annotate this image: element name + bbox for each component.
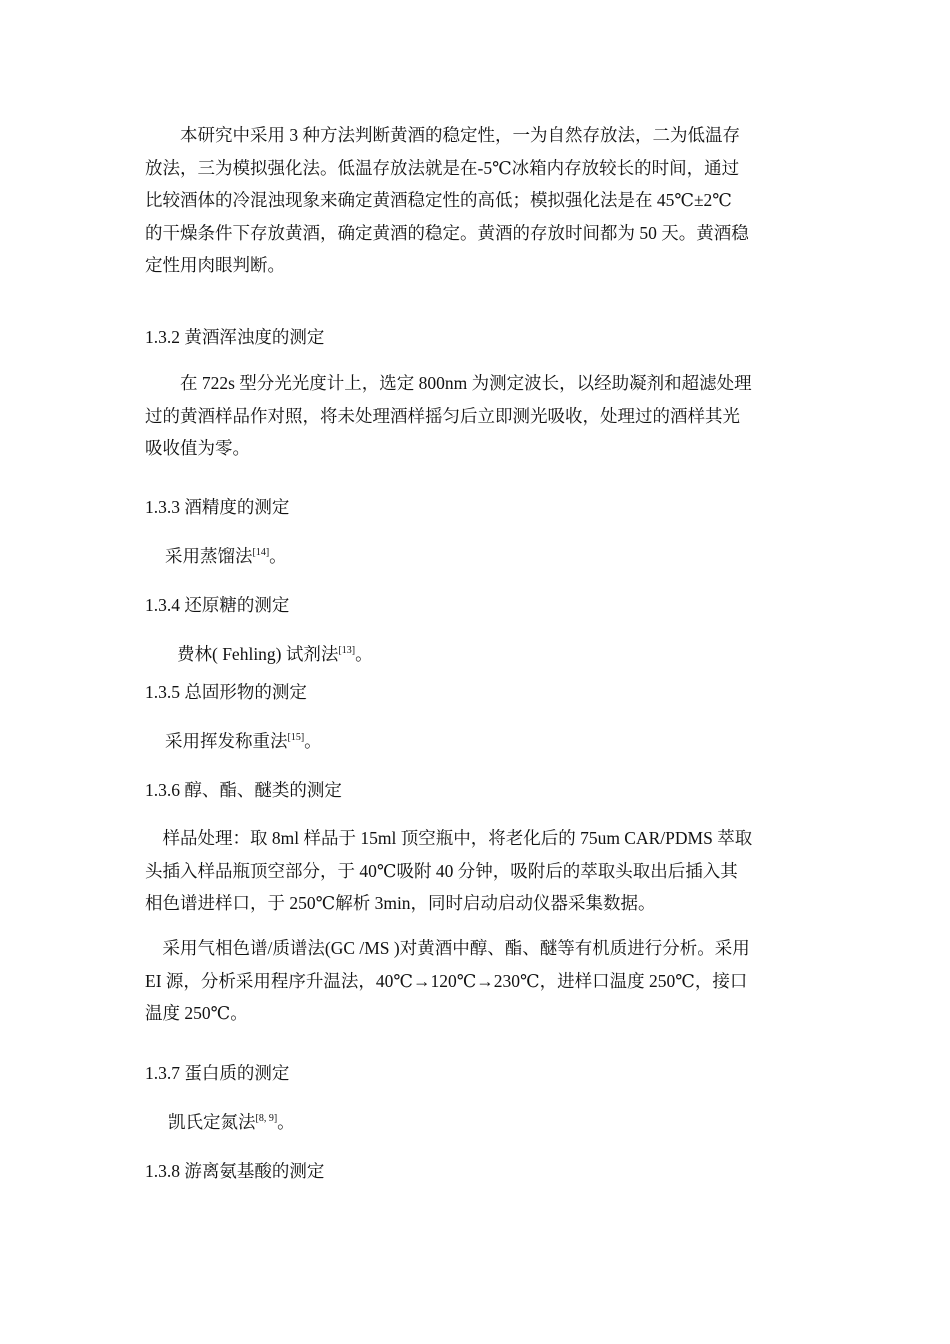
method-text: 采用蒸馏法 xyxy=(165,546,253,566)
sugar-method xyxy=(177,642,373,666)
citation: [13] xyxy=(338,645,356,656)
protein-method xyxy=(168,1110,295,1134)
text-line: 本研究中采用 3 种方法判断黄酒的稳定性，一为自然存放法，二为低温存 xyxy=(145,125,740,145)
text-line: 相色谱进样口，于 250℃解析 3min，同时启动启动仪器采集数据。 xyxy=(145,893,656,913)
punctuation: 。 xyxy=(269,546,287,566)
text-line: 样品处理：取 8ml 样品于 15ml 顶空瓶中，将老化后的 75um CAR/PDMS 萃取 xyxy=(145,828,753,848)
section-heading-1-3-5: 1.3.5 总固形物的测定 xyxy=(145,682,307,702)
method-text: 费林( Fehling) 试剂法 xyxy=(177,644,339,664)
text-line: 采用气相色谱/质谱法(GC /MS )对黄酒中醇、酯、醚等有机质进行分析。采用 xyxy=(145,938,750,958)
solids-method xyxy=(165,729,322,753)
citation: [14] xyxy=(252,547,270,558)
section-heading-1-3-2: 1.3.2 黄酒浑浊度的测定 xyxy=(145,327,325,347)
method-text: 采用挥发称重法 xyxy=(165,731,288,751)
turbidity-paragraph xyxy=(145,367,807,465)
text-line: 吸收值为零。 xyxy=(145,438,250,458)
section-heading-1-3-8: 1.3.8 游离氨基酸的测定 xyxy=(145,1161,325,1181)
text-line: 放法，三为模拟强化法。低温存放法就是在-5℃冰箱内存放较长的时间，通过 xyxy=(145,157,740,178)
punctuation: 。 xyxy=(355,644,373,664)
text-line: 在 722s 型分光光度计上，选定 800nm 为测定波长，以经助凝剂和超滤处理 xyxy=(145,373,752,393)
text-line: 定性用肉眼判断。 xyxy=(145,255,285,275)
section-heading-1-3-7: 1.3.7 蛋白质的测定 xyxy=(145,1063,290,1083)
gcms-paragraph xyxy=(145,932,807,1030)
sample-processing-paragraph xyxy=(145,822,807,920)
citation: [15] xyxy=(287,732,305,743)
stability-paragraph xyxy=(145,119,807,282)
text-line: 比较酒体的冷混浊现象来确定黄酒稳定性的高低；模拟强化法是在 45℃±2℃ xyxy=(145,190,732,210)
text-line: 过的黄酒样品作对照，将未处理酒样摇匀后立即测光吸收，处理过的酒样其光 xyxy=(145,405,740,426)
section-heading-1-3-4: 1.3.4 还原糖的测定 xyxy=(145,595,290,615)
text-line: 头插入样品瓶顶空部分，于 40℃吸附 40 分钟，吸附后的萃取头取出后插入其 xyxy=(145,860,738,881)
text-line: 的干燥条件下存放黄酒，确定黄酒的稳定。黄酒的存放时间都为 50 天。黄酒稳 xyxy=(145,222,749,243)
punctuation: 。 xyxy=(304,731,322,751)
text-line: EI 源，分析采用程序升温法，40℃→120℃→230℃，进样口温度 250℃，接口 xyxy=(145,970,748,991)
alcohol-method xyxy=(165,544,287,568)
method-text: 凯氏定氮法 xyxy=(168,1112,256,1132)
punctuation: 。 xyxy=(277,1112,295,1132)
section-heading-1-3-6: 1.3.6 醇、酯、醚类的测定 xyxy=(145,780,342,800)
text-line: 温度 250℃。 xyxy=(145,1003,248,1023)
citation: [8, 9] xyxy=(255,1113,278,1124)
section-heading-1-3-3: 1.3.3 酒精度的测定 xyxy=(145,497,290,517)
